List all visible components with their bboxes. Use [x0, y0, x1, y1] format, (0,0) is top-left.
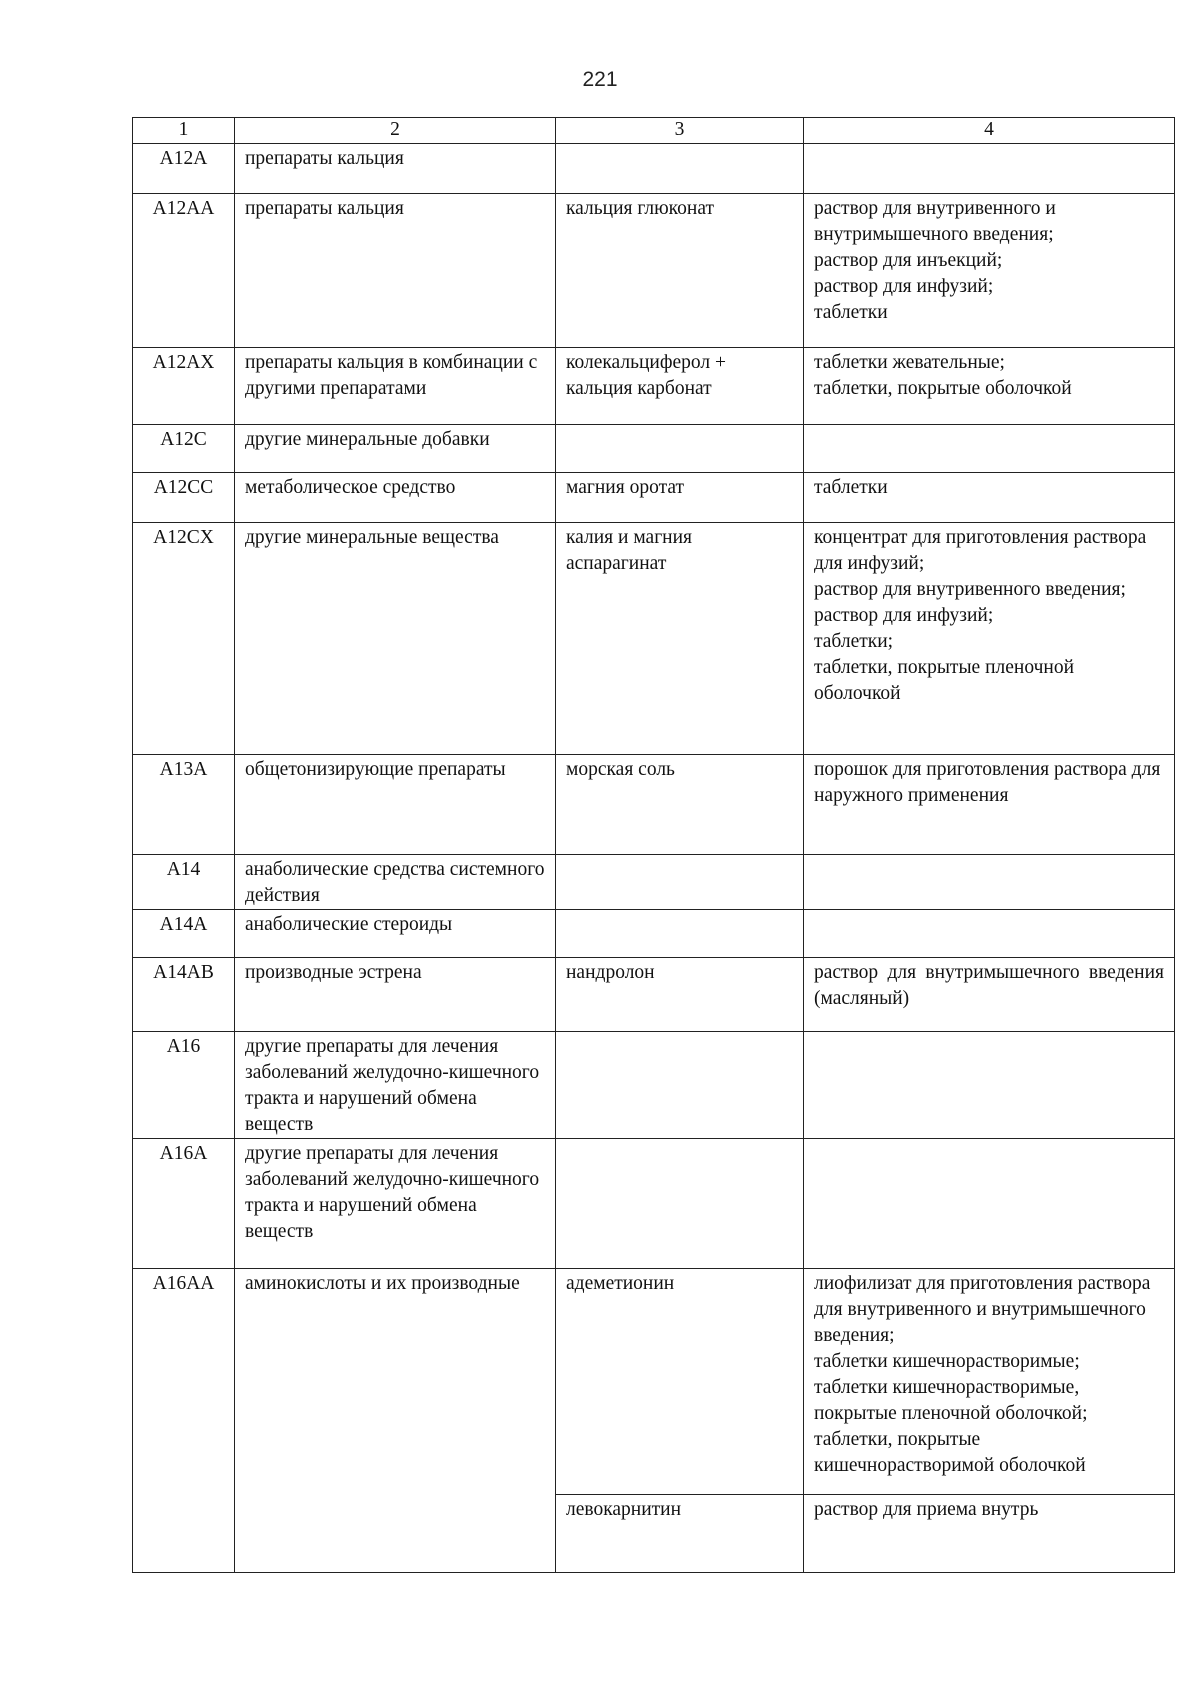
drug-name: [556, 425, 804, 473]
atc-code: A14A: [133, 910, 235, 958]
atc-code: A16AA: [133, 1269, 235, 1573]
group-name: производные эстрена: [235, 958, 556, 1032]
dosage-forms: [804, 194, 1175, 348]
dosage-form: порошок для приготовления раствора для наружного применения: [814, 759, 1161, 806]
atc-code: A14AB: [133, 958, 235, 1032]
table-row: [133, 1139, 1175, 1269]
group-name: препараты кальция: [235, 144, 556, 194]
dosage-forms: [804, 1139, 1175, 1269]
table-row: [133, 958, 1175, 1032]
dosage-forms: [804, 144, 1175, 194]
table-row: [133, 1032, 1175, 1139]
column-header-4: 4: [804, 118, 1175, 144]
dosage-form: таблетки жевательные;: [814, 352, 1005, 373]
group-name: другие минеральные вещества: [235, 523, 556, 755]
dosage-form: таблетки кишечнорастворимые;: [814, 1351, 1080, 1372]
dosage-form: таблетки, покрытые оболочкой: [814, 378, 1072, 399]
group-name: препараты кальция: [235, 194, 556, 348]
group-name: препараты кальция в комбинации с другими препаратами: [235, 348, 556, 425]
group-name: другие препараты для лечения заболеваний желудочно-кишечного тракта и нарушений обмена веществ: [235, 1139, 556, 1269]
atc-code: A12AX: [133, 348, 235, 425]
dosage-forms: [804, 755, 1175, 855]
atc-code: A16: [133, 1032, 235, 1139]
table-body: [133, 144, 1175, 1573]
drug-name: калия и магния аспарагинат: [556, 523, 804, 755]
dosage-form: раствор для внутримышечного введения (масляный): [814, 962, 1164, 1009]
drug-name: морская соль: [556, 755, 804, 855]
drug-name: нандролон: [556, 958, 804, 1032]
atc-code: A12C: [133, 425, 235, 473]
dosage-forms: [804, 425, 1175, 473]
drug-name: колекальциферол + кальция карбонат: [556, 348, 804, 425]
drug-name: кальция глюконат: [556, 194, 804, 348]
dosage-forms: [804, 473, 1175, 523]
table-row: [133, 910, 1175, 958]
table-row: [133, 144, 1175, 194]
table-row: [133, 1269, 1175, 1495]
dosage-forms: [804, 523, 1175, 755]
dosage-form: таблетки, покрытые пленочной оболочкой: [814, 657, 1075, 704]
atc-code: A16A: [133, 1139, 235, 1269]
dosage-forms: [804, 1032, 1175, 1139]
atc-code: A12A: [133, 144, 235, 194]
drug-table: [132, 117, 1175, 1573]
dosage-forms: [804, 910, 1175, 958]
drug-name: [556, 910, 804, 958]
dosage-form: таблетки;: [814, 631, 894, 652]
drug-name: [556, 1032, 804, 1139]
dosage-form: таблетки, покрытые кишечнорастворимой оболочкой: [814, 1429, 1086, 1476]
table-header: [133, 118, 1175, 144]
dosage-form: раствор для внутривенного введения;: [814, 579, 1126, 600]
atc-code: A14: [133, 855, 235, 910]
dosage-form: раствор для инъекций;: [814, 250, 1003, 271]
drug-name: адеметионин: [556, 1269, 804, 1495]
dosage-form: таблетки: [814, 302, 888, 323]
drug-name: [556, 855, 804, 910]
atc-code: A12CC: [133, 473, 235, 523]
dosage-forms: [804, 855, 1175, 910]
dosage-forms: [804, 1269, 1175, 1495]
header-row: [133, 118, 1175, 144]
atc-code: A12AA: [133, 194, 235, 348]
table-row: [133, 473, 1175, 523]
dosage-form: раствор для внутривенного и внутримышечного введения;: [814, 198, 1056, 245]
group-name: другие минеральные добавки: [235, 425, 556, 473]
dosage-form: таблетки кишечнорастворимые, покрытые пленочной оболочкой;: [814, 1377, 1088, 1424]
table-row: [133, 194, 1175, 348]
dosage-form: раствор для инфузий;: [814, 276, 994, 297]
table-row: [133, 755, 1175, 855]
group-name: другие препараты для лечения заболеваний желудочно-кишечного тракта и нарушений обмена веществ: [235, 1032, 556, 1139]
group-name: анаболические стероиды: [235, 910, 556, 958]
drug-name: [556, 144, 804, 194]
dosage-forms: [804, 348, 1175, 425]
drug-name: магния оротат: [556, 473, 804, 523]
drug-name: [556, 1139, 804, 1269]
dosage-form: раствор для приема внутрь: [814, 1499, 1039, 1520]
dosage-forms: [804, 1495, 1175, 1573]
column-header-2: 2: [235, 118, 556, 144]
table-row: [133, 523, 1175, 755]
column-header-1: 1: [133, 118, 235, 144]
table-row: [133, 425, 1175, 473]
group-name: общетонизирующие препараты: [235, 755, 556, 855]
column-header-3: 3: [556, 118, 804, 144]
atc-code: A13A: [133, 755, 235, 855]
dosage-form: таблетки: [814, 477, 888, 498]
dosage-forms: [804, 958, 1175, 1032]
table-row: [133, 855, 1175, 910]
drug-name: левокарнитин: [556, 1495, 804, 1573]
dosage-form: раствор для инфузий;: [814, 605, 994, 626]
dosage-form: лиофилизат для приготовления раствора для внутривенного и внутримышечного введения;: [814, 1273, 1151, 1346]
group-name: анаболические средства системного действия: [235, 855, 556, 910]
group-name: метаболическое средство: [235, 473, 556, 523]
dosage-form: концентрат для приготовления раствора для инфузий;: [814, 527, 1147, 574]
page-number: 221: [582, 68, 618, 91]
atc-code: A12CX: [133, 523, 235, 755]
table-row: [133, 348, 1175, 425]
group-name: аминокислоты и их производные: [235, 1269, 556, 1573]
